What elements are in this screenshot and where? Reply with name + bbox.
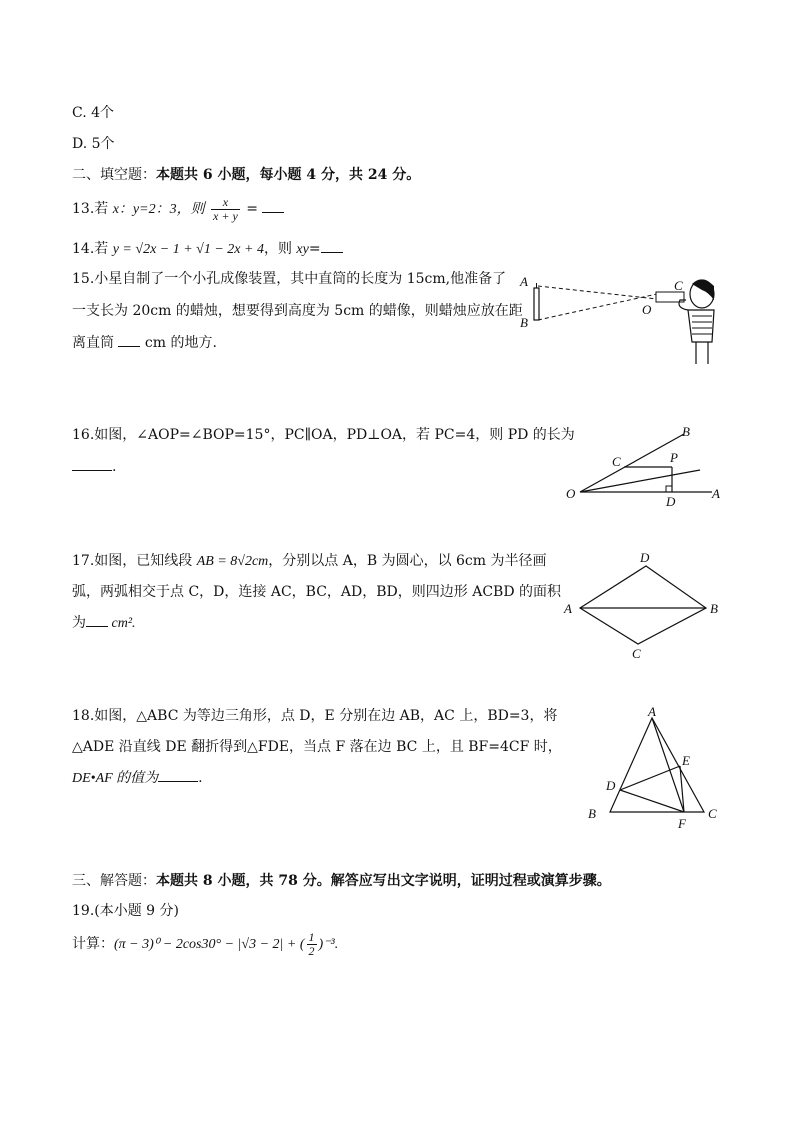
label-d: D xyxy=(666,494,676,509)
q17-line-3-a: 为 xyxy=(72,615,86,631)
q18-line-2: △ADE 沿直线 DE 翻折得到△FDE，当点 F 落在边 BC 上，且 BF=4CF 时， xyxy=(72,739,562,755)
label-o: O xyxy=(642,302,652,317)
q18-answer-blank[interactable] xyxy=(158,769,198,782)
q15-line-3 xyxy=(72,334,217,352)
label-b: B xyxy=(710,601,718,616)
ray-op xyxy=(580,470,700,492)
q19-expr-a: (π − 3)⁰ − 2cos30° − |√3 − 2| + ( xyxy=(114,937,305,952)
label-c: C xyxy=(632,646,641,661)
q14-equals: = xyxy=(308,241,321,257)
question-13 xyxy=(72,194,284,225)
q17-line-3-b: cm². xyxy=(108,616,136,631)
q17-line-1-b: ，分别以点 A，B 为圆心，以 6cm 为半径画 xyxy=(268,553,547,569)
q13-ratio: x：y=2：3，则 xyxy=(112,202,205,217)
q18-line-3 xyxy=(72,769,203,788)
q19-frac-den: 2 xyxy=(308,943,315,958)
q13-prefix: 13.若 xyxy=(72,201,113,217)
section-2-heading xyxy=(72,166,420,184)
label-a: A xyxy=(564,601,572,616)
q17-line-3 xyxy=(72,614,136,633)
q16-angle-figure xyxy=(560,420,730,512)
q15-line-3-b: cm 的地方. xyxy=(140,335,217,351)
label-a: A xyxy=(648,706,656,719)
label-d: D xyxy=(640,550,650,565)
q18-line-1: 18.如图，△ABC 为等边三角形，点 D，E 分别在边 AB，AC 上，BD=3，将 xyxy=(72,708,558,724)
q17-line-1-a: 17.如图，已知线段 xyxy=(72,553,197,569)
q19-title: 19.(本小题 9 分) xyxy=(72,903,179,919)
q19-prefix: 计算： xyxy=(72,936,114,952)
label-a: A xyxy=(520,274,528,289)
section-2-rules: 本题共 6 小题，每小题 4 分，共 24 分。 xyxy=(156,167,421,183)
label-a: A xyxy=(712,486,720,501)
person-body xyxy=(688,310,714,342)
label-d: D xyxy=(606,778,616,793)
q17-quadrilateral-figure xyxy=(560,548,730,663)
q17-expression: AB = 8√2cm xyxy=(196,554,269,569)
q13-equals: = xyxy=(241,201,263,217)
question-14 xyxy=(72,240,343,259)
q14-target: xy xyxy=(296,242,309,257)
label-p: P xyxy=(670,450,678,465)
q16-line-2-end: . xyxy=(112,459,117,475)
section-3-rules: 本题共 8 小题，共 78 分。解答应写出文字说明，证明过程或演算步骤。 xyxy=(156,873,611,889)
q19-expr-b: )⁻³. xyxy=(318,937,339,952)
label-b: B xyxy=(588,806,596,821)
q13-answer-blank[interactable] xyxy=(262,200,284,213)
q16-answer-blank[interactable] xyxy=(72,458,112,471)
q14-prefix: 14.若 xyxy=(72,241,113,257)
q16-line-2 xyxy=(72,458,116,476)
ray-ob xyxy=(580,434,684,492)
candle xyxy=(534,288,539,320)
quadrilateral-acbd xyxy=(580,566,706,644)
q19-expression-line xyxy=(72,930,338,959)
q14-answer-blank[interactable] xyxy=(321,240,343,253)
q17-line-2: 弧，两弧相交于点 C，D，连接 AC，BC，AD，BD，则四边形 ACBD 的面积 xyxy=(72,584,562,600)
label-e: E xyxy=(682,753,690,768)
segment-df xyxy=(620,790,684,812)
ray-top xyxy=(538,286,666,300)
q15-line-1: 15.小星自制了一个小孔成像装置，其中直筒的长度为 15cm,他准备了 xyxy=(72,271,507,287)
label-c: C xyxy=(612,454,621,469)
q13-frac-den: x + y xyxy=(213,208,238,223)
q19-frac-num: 1 xyxy=(308,929,315,944)
label-b: B xyxy=(520,315,528,330)
section-3-prefix: 三、解答题： xyxy=(72,873,156,889)
option-d: D. 5个 xyxy=(72,136,115,152)
section-2-prefix: 二、填空题： xyxy=(72,167,156,183)
q17-line-1 xyxy=(72,552,547,571)
q14-mid: ，则 xyxy=(263,241,297,257)
label-f: F xyxy=(678,816,686,831)
q15-answer-blank[interactable] xyxy=(118,334,140,347)
label-o: O xyxy=(566,486,576,501)
q13-fraction xyxy=(211,196,240,223)
section-3-heading xyxy=(72,872,611,890)
q18-line-3-b: . xyxy=(198,770,203,786)
q16-line-1: 16.如图，∠AOP=∠BOP=15°，PC∥OA，PD⊥OA，若 PC=4，则 PD 的长为 xyxy=(72,427,575,443)
q19-fraction xyxy=(307,931,317,958)
label-b: B xyxy=(682,424,690,439)
q18-line-3-a: DE•AF 的值为 xyxy=(72,771,159,786)
option-c: C. 4个 xyxy=(72,105,115,121)
q13-frac-num: x xyxy=(211,196,240,210)
q18-triangle-figure xyxy=(580,706,730,834)
label-c: C xyxy=(708,806,717,821)
q17-answer-blank[interactable] xyxy=(86,614,108,627)
segment-af xyxy=(652,718,684,812)
right-angle-mark xyxy=(666,486,672,492)
q15-pinhole-figure xyxy=(516,270,726,370)
label-c: C xyxy=(674,278,683,293)
q15-line-2: 一支长为 20cm 的蜡烛，想要得到高度为 5cm 的蜡像，则蜡烛应放在距 xyxy=(72,303,523,319)
q15-line-3-a: 离直筒 xyxy=(72,335,119,351)
q14-expression: y = √2x − 1 + √1 − 2x + 4 xyxy=(112,242,264,257)
